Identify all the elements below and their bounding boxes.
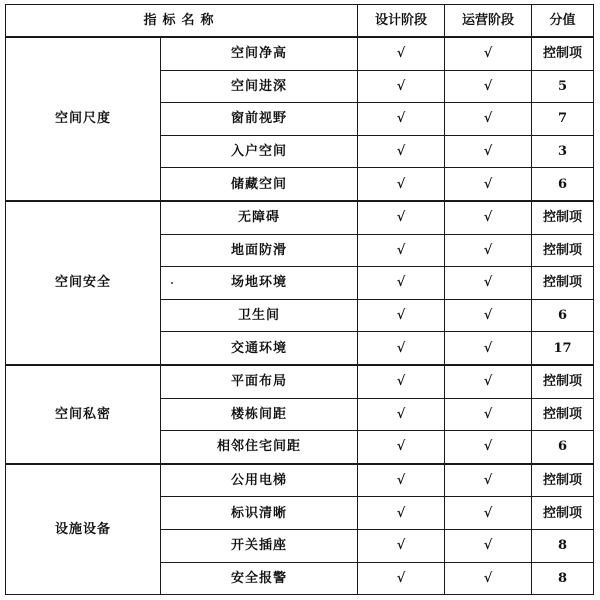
table-row: [6, 37, 594, 70]
operation-stage-check-icon: √: [445, 234, 532, 267]
design-stage-check-icon: √: [358, 464, 445, 497]
design-stage-check-icon: √: [358, 529, 445, 562]
operation-stage-check-icon: √: [445, 201, 532, 234]
score-cell: 6: [532, 299, 594, 332]
operation-stage-check-icon: √: [445, 299, 532, 332]
operation-stage-check-icon: √: [445, 168, 532, 201]
indicator-item-cell: 平面布局: [161, 365, 358, 398]
indicator-item-cell: 场地环境: [161, 267, 358, 300]
operation-stage-check-icon: √: [445, 431, 532, 464]
score-cell: 17: [532, 332, 594, 365]
design-stage-check-icon: √: [358, 267, 445, 300]
header-row: [6, 5, 594, 38]
indicator-item-cell: 公用电梯: [161, 464, 358, 497]
design-stage-check-icon: √: [358, 332, 445, 365]
design-stage-check-icon: √: [358, 234, 445, 267]
design-stage-check-icon: √: [358, 70, 445, 103]
indicator-item-cell: 卫生间: [161, 299, 358, 332]
score-cell: 控制项: [532, 267, 594, 300]
design-stage-check-icon: √: [358, 135, 445, 168]
indicator-item-cell: 开关插座: [161, 529, 358, 562]
design-stage-check-icon: √: [358, 168, 445, 201]
category-cell: 设施设备: [6, 464, 161, 595]
header-operation-stage: 运营阶段: [445, 5, 532, 38]
table-row: [6, 365, 594, 398]
score-cell: 控制项: [532, 201, 594, 234]
design-stage-check-icon: √: [358, 562, 445, 595]
indicator-item-cell: 交通环境: [161, 332, 358, 365]
score-cell: 控制项: [532, 398, 594, 431]
score-cell: 控制项: [532, 464, 594, 497]
indicator-item-cell: 楼栋间距: [161, 398, 358, 431]
operation-stage-check-icon: √: [445, 464, 532, 497]
indicator-table: [5, 4, 594, 595]
indicator-item-cell: 空间净高: [161, 37, 358, 70]
operation-stage-check-icon: √: [445, 135, 532, 168]
operation-stage-check-icon: √: [445, 365, 532, 398]
design-stage-check-icon: √: [358, 201, 445, 234]
table-row: [6, 464, 594, 497]
indicator-item-cell: 窗前视野: [161, 103, 358, 136]
indicator-item-cell: 空间进深: [161, 70, 358, 103]
operation-stage-check-icon: √: [445, 497, 532, 530]
design-stage-check-icon: √: [358, 37, 445, 70]
header-indicator-name: 指标名称: [6, 5, 358, 38]
operation-stage-check-icon: √: [445, 332, 532, 365]
design-stage-check-icon: √: [358, 497, 445, 530]
score-cell: 6: [532, 168, 594, 201]
stray-dot-mark: [171, 282, 173, 284]
score-cell: 控制项: [532, 365, 594, 398]
operation-stage-check-icon: √: [445, 70, 532, 103]
score-cell: 3: [532, 135, 594, 168]
design-stage-check-icon: √: [358, 398, 445, 431]
score-cell: 8: [532, 562, 594, 595]
category-cell: 空间私密: [6, 365, 161, 464]
indicator-item-cell: 相邻住宅间距: [161, 431, 358, 464]
operation-stage-check-icon: √: [445, 529, 532, 562]
score-cell: 控制项: [532, 234, 594, 267]
operation-stage-check-icon: √: [445, 37, 532, 70]
design-stage-check-icon: √: [358, 431, 445, 464]
operation-stage-check-icon: √: [445, 103, 532, 136]
operation-stage-check-icon: √: [445, 398, 532, 431]
header-score: 分值: [532, 5, 594, 38]
operation-stage-check-icon: √: [445, 562, 532, 595]
indicator-item-cell: 标识清晰: [161, 497, 358, 530]
design-stage-check-icon: √: [358, 365, 445, 398]
category-cell: 空间安全: [6, 201, 161, 365]
category-cell: 空间尺度: [6, 37, 161, 201]
score-cell: 6: [532, 431, 594, 464]
indicator-item-cell: 地面防滑: [161, 234, 358, 267]
indicator-item-cell: 无障碍: [161, 201, 358, 234]
indicator-item-cell: 安全报警: [161, 562, 358, 595]
operation-stage-check-icon: √: [445, 267, 532, 300]
indicator-item-cell: 入户空间: [161, 135, 358, 168]
header-design-stage: 设计阶段: [358, 5, 445, 38]
design-stage-check-icon: √: [358, 299, 445, 332]
design-stage-check-icon: √: [358, 103, 445, 136]
score-cell: 8: [532, 529, 594, 562]
score-cell: 控制项: [532, 497, 594, 530]
table-row: [6, 201, 594, 234]
indicator-item-cell: 储藏空间: [161, 168, 358, 201]
score-cell: 5: [532, 70, 594, 103]
score-cell: 控制项: [532, 37, 594, 70]
table-body: [6, 37, 594, 595]
score-cell: 7: [532, 103, 594, 136]
